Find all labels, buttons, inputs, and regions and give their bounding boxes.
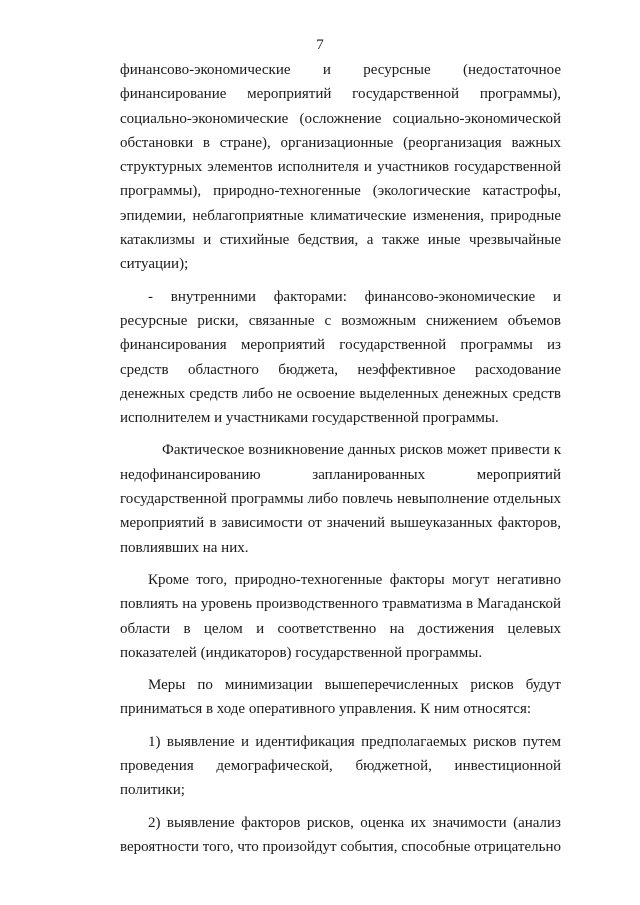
- paragraph-natural-technogenic: Кроме того, природно-техногенные факторы могут негативно повлиять на уровень производственного травматизма в Магаданской области в целом и соответственно на достижения целевых показателей (индикаторов) государственной программы.: [120, 571, 561, 661]
- page-number: 7: [316, 37, 324, 53]
- list-item-1: 1) выявление и идентификация предполагаемых рисков путем проведения демографической, бюджетной, инвестиционной политики;: [120, 733, 561, 799]
- paragraph-internal-factors: - внутренними факторами: финансово-экономические и ресурсные риски, связанные с возможным снижением объемов финансирования мероприятий государственной программы из средств областного бюджета, неэффективное расходование денежных средств либо не освоение выделенных денежных средств исполнителем и участниками государственной программы.: [120, 288, 561, 427]
- document-body: [120, 58, 561, 859]
- paragraph-external-risks-continued: финансово-экономические и ресурсные (недостаточное финансирование мероприятий государственной программы), социально-экономические (осложнение социально-экономической обстановки в стране), организационные (реорганизация важных структурных элементов исполнителя и участников государственной программы), природно-техногенные (экологические катастрофы, эпидемии, неблагоприятные климатические изменения, природные катаклизмы и стихийные бедствия, а также иные чрезвычайные ситуации);: [120, 62, 561, 273]
- paragraph-minimization-measures: Меры по минимизации вышеперечисленных рисков будут приниматься в ходе оперативного управления. К ним относятся:: [120, 677, 561, 718]
- paragraph-risk-consequences: Фактическое возникновение данных рисков может привести к недофинансированию запланированных мероприятий государственной программы либо повлечь невыполнение отдельных мероприятий в зависимости от значений вышеуказанных факторов, повлиявших на них.: [120, 442, 561, 556]
- list-item-2: 2) выявление факторов рисков, оценка их значимости (анализ вероятности того, что произойдут события, способные отрицательно: [120, 814, 561, 855]
